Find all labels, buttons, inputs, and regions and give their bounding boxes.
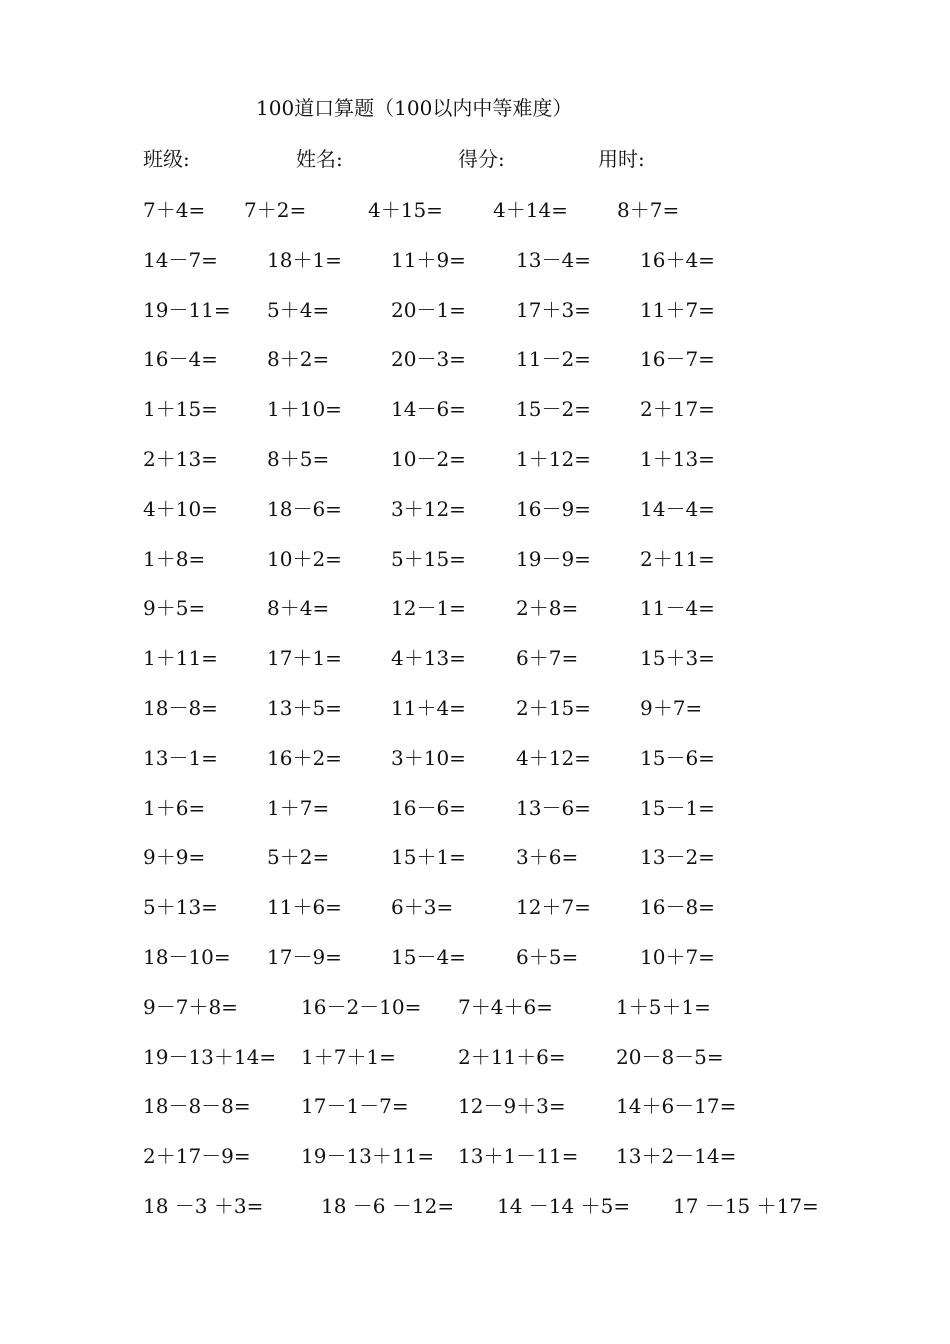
problem-item: 1＋8=: [143, 546, 206, 571]
problem-item: 16＋2=: [267, 745, 342, 770]
problem-item: 5＋2=: [267, 845, 330, 870]
problem-row: [0, 194, 950, 224]
problem-row: [0, 792, 950, 822]
problem-row: [0, 244, 950, 274]
problem-item: 19－11=: [143, 297, 231, 322]
problem-item: 14－4=: [640, 496, 715, 521]
problem-row: [0, 1190, 950, 1220]
problem-item: 1＋7＋1=: [301, 1044, 396, 1069]
problem-row: [0, 393, 950, 423]
problem-item: 6＋5=: [516, 945, 579, 969]
problem-row: [0, 891, 950, 921]
problem-item: 13－4=: [516, 247, 591, 272]
problem-item: 6＋3=: [391, 895, 454, 920]
problem-item: 16－4=: [143, 347, 218, 372]
problem-item: 20－8－5=: [616, 1044, 724, 1069]
problem-item: 11－4=: [640, 596, 715, 621]
problem-item: 20－3=: [391, 347, 466, 372]
problem-item: 18－8－8=: [143, 1094, 251, 1119]
problem-item: 8＋4=: [267, 596, 330, 621]
problem-row: [0, 543, 950, 573]
problem-row: [0, 443, 950, 473]
score-label: 得分:: [458, 147, 505, 171]
problem-item: 1＋12=: [516, 447, 591, 471]
problem-item: 2＋8=: [516, 596, 579, 621]
problem-item: 4＋14=: [493, 198, 568, 222]
problem-item: 12＋7=: [516, 895, 591, 920]
problem-item: 11＋6=: [267, 895, 342, 920]
problem-item: 19－13＋14=: [143, 1044, 277, 1069]
problem-item: 14－6=: [391, 397, 466, 422]
problem-item: 20－1=: [391, 297, 466, 322]
problem-item: 8＋2=: [267, 347, 330, 372]
class-label: 班级:: [143, 147, 190, 171]
problem-item: 14 －14 ＋5=: [497, 1194, 631, 1218]
problem-item: 19－13＋11=: [301, 1144, 435, 1169]
problem-item: 18－6=: [267, 496, 342, 521]
problem-item: 7＋4=: [143, 198, 206, 222]
problem-item: 15－6=: [640, 745, 715, 770]
problem-row: [0, 941, 950, 971]
problem-item: 3＋6=: [516, 845, 579, 870]
problem-item: 3＋12=: [391, 496, 466, 521]
problem-item: 4＋13=: [391, 646, 466, 671]
problem-row: [0, 343, 950, 373]
problem-item: 9＋5=: [143, 596, 206, 621]
problem-row: [0, 642, 950, 672]
problem-item: 4＋15=: [368, 198, 443, 222]
problem-item: 10－2=: [391, 447, 466, 471]
problem-item: 9－7＋8=: [143, 994, 238, 1019]
problem-item: 1＋6=: [143, 795, 206, 820]
problem-item: 18＋1=: [267, 247, 342, 272]
problem-item: 16＋4=: [640, 247, 715, 272]
problem-item: 10＋2=: [267, 546, 342, 571]
problem-item: 8＋7=: [617, 198, 680, 222]
problem-item: 11－2=: [516, 347, 591, 372]
problem-item: 15－1=: [640, 795, 715, 820]
problem-item: 2＋17=: [640, 397, 715, 422]
problem-item: 1＋11=: [143, 646, 218, 671]
problem-item: 9＋9=: [143, 845, 206, 870]
problem-item: 17 －15 ＋17=: [673, 1194, 819, 1218]
problem-item: 1＋10=: [267, 397, 342, 422]
problem-item: 15＋3=: [640, 646, 715, 671]
problem-item: 11＋7=: [640, 297, 715, 322]
problem-item: 15＋1=: [391, 845, 466, 870]
problem-item: 1＋13=: [640, 447, 715, 471]
problem-item: 11＋4=: [391, 696, 466, 720]
problem-item: 2＋13=: [143, 447, 218, 471]
problem-item: 16－2－10=: [301, 994, 422, 1019]
problem-item: 18 －6 －12=: [321, 1194, 455, 1218]
problem-item: 16－9=: [516, 496, 591, 521]
problem-row: [0, 742, 950, 772]
problem-item: 18－8=: [143, 696, 218, 720]
problem-row: [0, 991, 950, 1021]
problem-item: 6＋7=: [516, 646, 579, 671]
problem-item: 5＋4=: [267, 297, 330, 322]
problem-item: 5＋13=: [143, 895, 218, 920]
problem-row: [0, 592, 950, 622]
problem-item: 11＋9=: [391, 247, 466, 272]
problem-item: 13＋1－11=: [458, 1144, 579, 1169]
problem-item: 13＋5=: [267, 696, 342, 720]
problem-item: 1＋7=: [267, 795, 330, 820]
problem-item: 2＋17－9=: [143, 1144, 251, 1169]
time-label: 用时:: [598, 147, 645, 171]
problem-item: 7＋4＋6=: [458, 994, 553, 1019]
problem-row: [0, 1140, 950, 1170]
problem-item: 15－4=: [391, 945, 466, 969]
problem-item: 7＋2=: [244, 198, 307, 222]
problem-row: [0, 692, 950, 722]
problem-item: 12－9＋3=: [458, 1094, 566, 1119]
problem-row: [0, 841, 950, 871]
problem-item: 16－6=: [391, 795, 466, 820]
problem-item: 16－8=: [640, 895, 715, 920]
problem-item: 1＋15=: [143, 397, 218, 422]
problem-item: 9＋7=: [640, 696, 703, 720]
problem-item: 5＋15=: [391, 546, 466, 571]
problem-item: 4＋10=: [143, 496, 218, 521]
problem-item: 13－2=: [640, 845, 715, 870]
problem-item: 18 －3 ＋3=: [143, 1194, 264, 1218]
problem-item: 2＋11＋6=: [458, 1044, 566, 1069]
problem-item: 13－1=: [143, 745, 218, 770]
name-label: 姓名:: [296, 147, 343, 171]
problem-item: 12－1=: [391, 596, 466, 621]
problem-row: [0, 493, 950, 523]
problem-item: 17－9=: [267, 945, 342, 969]
problem-row: [0, 294, 950, 324]
problem-item: 4＋12=: [516, 745, 591, 770]
problem-item: 13－6=: [516, 795, 591, 820]
problem-item: 14＋6－17=: [616, 1094, 737, 1119]
problem-item: 2＋15=: [516, 696, 591, 720]
problem-item: 14－7=: [143, 247, 218, 272]
problem-item: 17－1－7=: [301, 1094, 409, 1119]
problem-item: 2＋11=: [640, 546, 715, 571]
problem-item: 3＋10=: [391, 745, 466, 770]
problem-item: 19－9=: [516, 546, 591, 571]
problem-item: 17＋3=: [516, 297, 591, 322]
problem-row: [0, 1090, 950, 1120]
problem-item: 17＋1=: [267, 646, 342, 671]
problem-item: 10＋7=: [640, 945, 715, 969]
problem-item: 15－2=: [516, 397, 591, 422]
page-title: 100道口算题（100以内中等难度）: [256, 96, 573, 120]
problem-item: 16－7=: [640, 347, 715, 372]
problem-item: 18－10=: [143, 945, 231, 969]
problem-item: 13＋2－14=: [616, 1144, 737, 1169]
problem-item: 1＋5＋1=: [616, 994, 711, 1019]
problem-item: 8＋5=: [267, 447, 330, 471]
problem-row: [0, 1041, 950, 1071]
